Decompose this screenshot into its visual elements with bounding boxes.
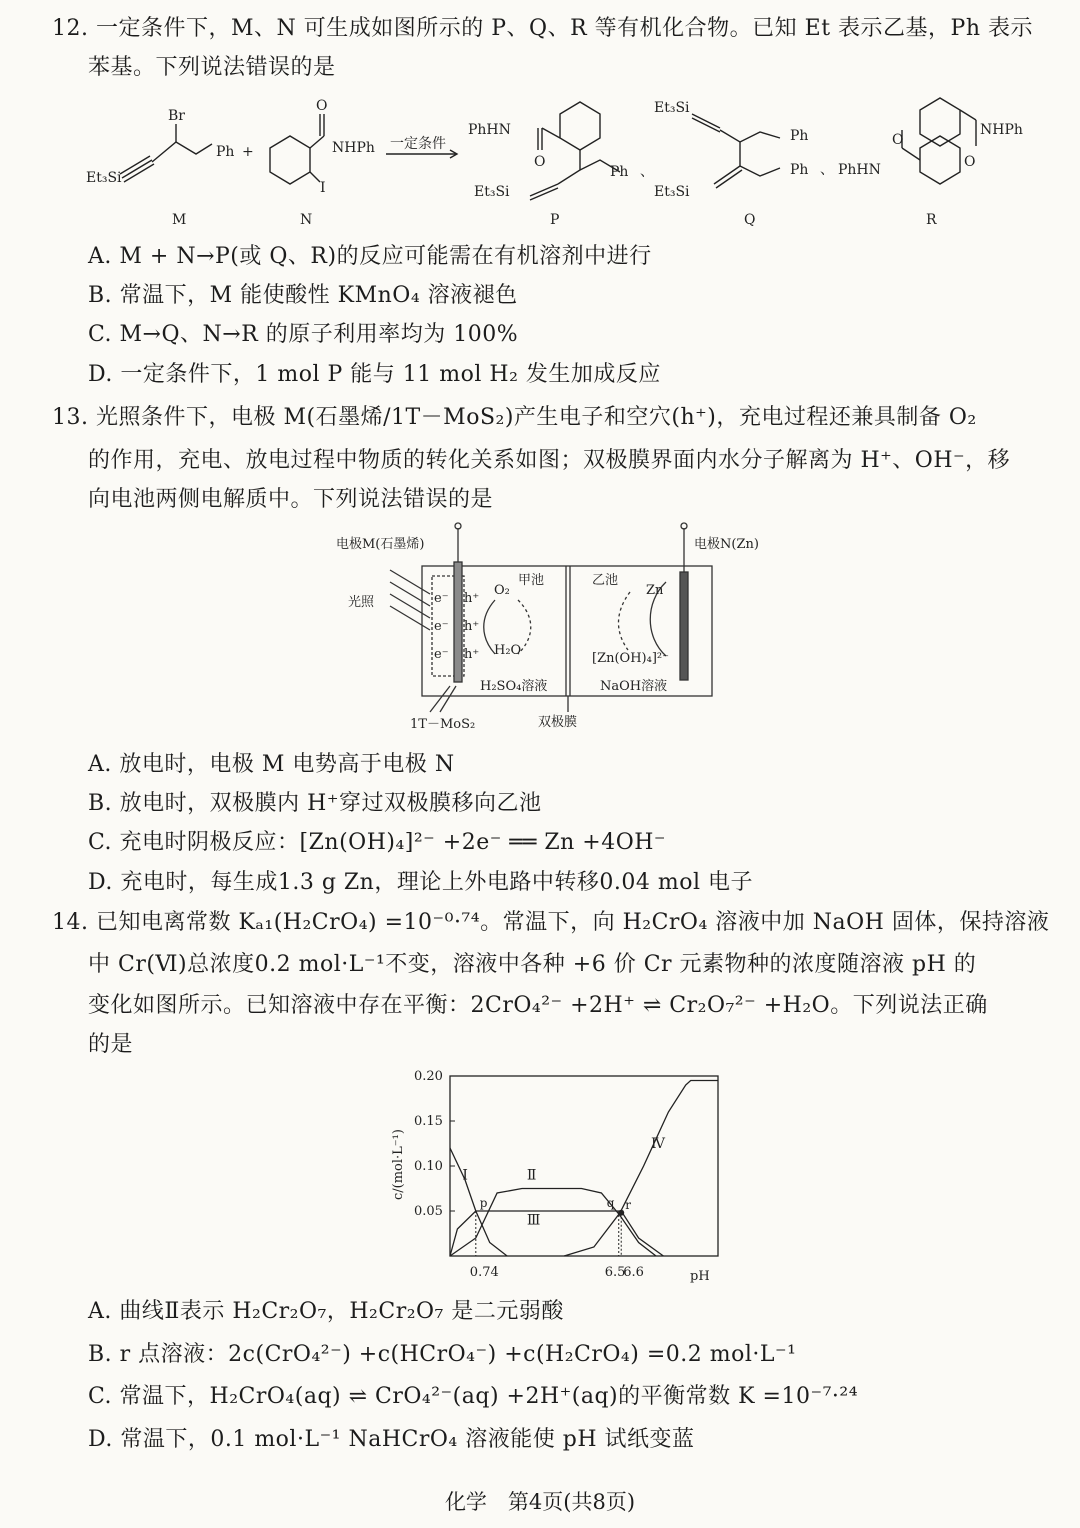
y-axis-label: c/(mol·L⁻¹) [391, 1129, 406, 1200]
sep-2: 、 [820, 162, 834, 178]
q12-option-b: B. 常温下，M 能使酸性 KMnO₄ 溶液褪色 [88, 283, 518, 308]
y-tick-label: 0.10 [414, 1159, 443, 1174]
series-label: Ⅱ [526, 1167, 537, 1184]
label-r: R [926, 212, 937, 228]
r-nhph: NHPh [980, 122, 1023, 138]
reaction-condition: 一定条件 [390, 136, 446, 152]
point-marker [618, 1210, 624, 1216]
sep-1: 、 [640, 164, 654, 180]
q13-battery-figure [330, 522, 790, 738]
electron-1: e⁻ [434, 591, 449, 606]
q12-option-c: C. M→Q、N→R 的原子利用率均为 100% [88, 322, 519, 347]
series-line [564, 1081, 718, 1257]
x-tick-label: 0.74 [469, 1265, 499, 1280]
series-line [450, 1211, 663, 1256]
n-iodo: I [320, 180, 326, 196]
p-ph: Ph [610, 164, 629, 180]
h2so4-label: H₂SO₄溶液 [480, 679, 548, 694]
label-n: N [300, 212, 313, 228]
q12-option-d: D. 一定条件下，1 mol P 能与 11 mol H₂ 发生加成反应 [88, 362, 661, 387]
electrode-m-label: 电极M(石墨烯) [336, 537, 425, 552]
point-label: r [625, 1197, 631, 1212]
q12-stem-line-2: 苯基。下列说法错误的是 [88, 55, 336, 80]
q14-stem-line-2: 中 Cr(Ⅵ)总浓度0.2 mol·L⁻¹不变，溶液中各种 +6 价 Cr 元素物种的浓度随溶液 pH 的 [88, 952, 977, 977]
q14-stem-line-3: 变化如图所示。已知溶液中存在平衡：2CrO₄²⁻ +2H⁺ ⇌ Cr₂O₇²⁻ +H₂O。下列说法正确 [88, 993, 988, 1018]
plot-frame [450, 1076, 718, 1256]
m-ph: Ph [216, 144, 235, 160]
q12-option-a: A. M + N→P(或 Q、R)的反应可能需在有机溶剂中进行 [88, 244, 652, 269]
y-tick-label: 0.20 [414, 1069, 443, 1084]
x-tick-label: 6.5 [604, 1265, 626, 1280]
point-label: p [479, 1196, 488, 1210]
q13-option-d: D. 充电时，每生成1.3 g Zn，理论上外电路中转移0.04 mol 电子 [88, 870, 753, 895]
q14-option-a: A. 曲线Ⅱ表示 H₂Cr₂O₇，H₂Cr₂O₇ 是二元弱酸 [88, 1299, 564, 1324]
electron-3: e⁻ [434, 647, 449, 662]
q12-stem-line-1: 12. 一定条件下，M、N 可生成如图所示的 P、Q、R 等有机化合物。已知 Et 表示乙基，Ph 表示 [52, 16, 1033, 41]
m-br: Br [168, 108, 185, 124]
y-tick-label: 0.05 [414, 1204, 443, 1219]
q13-option-a: A. 放电时，电极 M 电势高于电极 N [88, 752, 455, 777]
p-o: O [534, 154, 546, 170]
y-tick-label: 0.15 [414, 1114, 443, 1129]
n-nhph: NHPh [332, 140, 375, 156]
q-ph-bottom: Ph [790, 162, 809, 178]
electrode-n-label: 电极N(Zn) [694, 537, 759, 552]
label-q: Q [744, 212, 756, 228]
series-label: Ⅰ [462, 1167, 468, 1184]
q-ph-top: Ph [790, 128, 809, 144]
q12-structures-figure [80, 92, 1040, 234]
r-o-right: O [964, 154, 976, 170]
x-tick-label: 6.6 [623, 1265, 644, 1280]
label-m: M [172, 212, 187, 228]
cell-a-label: 甲池 [518, 573, 545, 588]
q14-stem-line-4: 的是 [88, 1032, 134, 1057]
q13-option-b: B. 放电时，双极膜内 H⁺穿过双极膜移向乙池 [88, 791, 542, 816]
hole-2: h⁺ [464, 619, 480, 634]
q14-concentration-chart [380, 1062, 740, 1292]
q14-option-b: B. r 点溶液：2c(CrO₄²⁻) +c(HCrO₄⁻) +c(H₂CrO₄) =0.2 mol·L⁻¹ [88, 1342, 797, 1367]
x-axis-label: pH [690, 1269, 710, 1284]
hole-3: h⁺ [464, 647, 480, 662]
p-phhn: PhHN [468, 122, 511, 138]
point-label: q [606, 1196, 615, 1210]
label-p: P [550, 212, 560, 228]
q13-stem-line-3: 向电池两侧电解质中。下列说法错误的是 [88, 487, 494, 512]
zn-label: Zn [646, 583, 664, 598]
r-o-left: O [892, 132, 904, 148]
membrane-label: 双极膜 [538, 715, 578, 730]
series-label: Ⅳ [651, 1136, 665, 1152]
hole-1: h⁺ [464, 591, 480, 606]
o2-label: O₂ [494, 583, 510, 598]
q13-stem-line-2: 的作用，充电、放电过程中物质的转化关系如图；双极膜界面内水分子解离为 H⁺、OH⁻，移 [88, 448, 1011, 473]
plus-sign: + [242, 144, 254, 160]
q13-stem-line-1: 13. 光照条件下，电极 M(石墨烯/1T－MoS₂)产生电子和空穴(h⁺)，充电过程还兼具制备 O₂ [52, 405, 977, 430]
q13-option-c: C. 充电时阴极反应：[Zn(OH)₄]²⁻ +2e⁻ ══ Zn +4OH⁻ [88, 830, 667, 855]
q14-stem-line-1: 14. 已知电离常数 Kₐ₁(H₂CrO₄) =10⁻⁰·⁷⁴。常温下，向 H₂CrO₄ 溶液中加 NaOH 固体，保持溶液 [52, 910, 1050, 935]
zincate-label: [Zn(OH)₄]²⁻ [592, 651, 669, 666]
q-et3si-top: Et₃Si [654, 100, 690, 116]
mos2-label: 1T－MoS₂ [410, 717, 476, 732]
page-footer: 化学 第4页(共8页) [444, 1490, 636, 1514]
p-et3si: Et₃Si [474, 184, 510, 200]
electron-2: e⁻ [434, 619, 449, 634]
n-o: O [316, 98, 328, 114]
q14-option-d: D. 常温下，0.1 mol·L⁻¹ NaHCrO₄ 溶液能使 pH 试纸变蓝 [88, 1427, 695, 1452]
naoh-label: NaOH溶液 [600, 679, 668, 694]
cell-b-label: 乙池 [592, 573, 619, 588]
series-line [450, 1148, 507, 1256]
m-et3si: Et₃Si [86, 170, 122, 186]
light-label: 光照 [348, 595, 375, 610]
series-label: Ⅲ [526, 1212, 541, 1229]
h2o-label: H₂O [494, 643, 522, 658]
q-et3si-bottom: Et₃Si [654, 184, 690, 200]
r-phhn: PhHN [838, 162, 881, 178]
q14-option-c: C. 常温下，H₂CrO₄(aq) ⇌ CrO₄²⁻(aq) +2H⁺(aq)的平衡常数 K =10⁻⁷·²⁴ [88, 1384, 859, 1409]
